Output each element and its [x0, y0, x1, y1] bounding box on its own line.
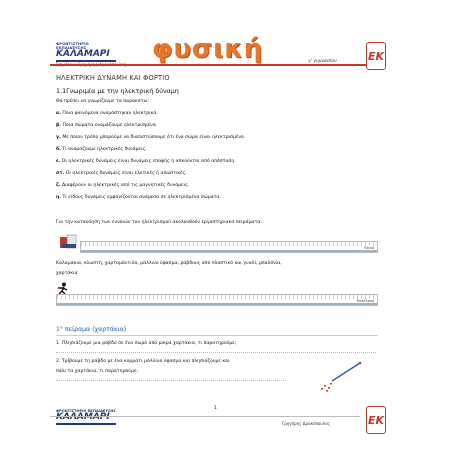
- question-st: [56, 171, 187, 176]
- question-z: [56, 183, 189, 188]
- grade-label: γ' γυμνασίου: [308, 59, 337, 64]
- question-label: γ.: [56, 135, 61, 140]
- question-c: [56, 135, 245, 140]
- question-b: [56, 123, 157, 128]
- school-name: ΚΑΛΑΜΑΡΙ: [56, 412, 110, 422]
- ek-logo-icon: ΕΚ: [366, 406, 386, 434]
- step-1: 1. Πλησιάζουμε μια ράβδο σε ένα σωρό από μικρά χαρτάκια, τι παρατηρούμε;: [56, 341, 237, 346]
- materials-line-1: Καλαμάκια, κλωστή, χαρτομάντιλο, μάλλινο ύφασμα, ράβδους από πλαστικό και γυαλί, μπαλόνια,: [56, 261, 282, 266]
- header-rule: [50, 64, 376, 66]
- document-page: [50, 36, 386, 434]
- question-label: β.: [56, 123, 62, 128]
- school-name: ΚΑΛΑΜΑΡΙ: [56, 49, 110, 59]
- answer-line: [56, 352, 376, 353]
- question-text: Οι ηλεκτρικές δυνάμεις είναι ελκτικές ή απωστικές.: [65, 171, 187, 176]
- school-top-text: ΦΡΟΝΤΙΣΤΗΡΙΟ ΕΚΠΑΙΔΕΥΣΗΣ: [56, 409, 116, 413]
- school-logo-bar: [56, 423, 116, 425]
- experiment-title-rule: [56, 335, 378, 336]
- question-label: στ.: [56, 171, 65, 176]
- school-logo-header: [56, 42, 116, 62]
- question-text: Οι ηλεκτρικές δυνάμεις είναι δυνάμεις επαφής ή ασκούνται από απόσταση.: [61, 159, 236, 164]
- execution-label: Εκτέλεση: [356, 298, 374, 303]
- question-label: ζ.: [56, 183, 61, 188]
- step-2-line-1: 2. Τρίβουμε τη ράβδο με ένα κομμάτι μάλλινο ύφασμα και πλησιάζουμε και: [56, 359, 230, 364]
- execution-ruler: [56, 294, 378, 306]
- chapter-title: ΗΛΕΚΤΡΙΚΗ ΔΥΝΑΜΗ ΚΑΙ ΦΟΡΤΙΟ: [56, 74, 170, 82]
- materials-ruler: [80, 241, 378, 253]
- question-text: Με ποιον τρόπο μπορούμε να διαπιστώσουμε ότι ένα σώμα είναι ηλεκτρισμένο.: [62, 135, 246, 140]
- question-label: ε.: [56, 159, 61, 164]
- materials-line-2: χαρτάκια: [56, 271, 78, 276]
- question-label: α.: [56, 111, 61, 116]
- school-top-text: ΦΡΟΝΤΙΣΤΗΡΙΟ ΕΚΠΑΙΔΕΥΣΗΣ: [56, 42, 89, 50]
- footer-rule: [50, 416, 360, 417]
- subject-title: φυσική: [152, 34, 264, 64]
- question-e: [56, 159, 236, 164]
- answer-line: [56, 380, 286, 381]
- question-text: Ποια φαινόμενα ονομάστηκαν ηλεκτρικά.: [62, 111, 158, 116]
- materials-label: Υλικά: [363, 245, 374, 250]
- question-label: η.: [56, 195, 62, 200]
- intro-text: Θα πρέπει να γνωρίζουμε τα παρακάτω:: [56, 99, 149, 104]
- ruler-band: [57, 303, 377, 306]
- question-text: Τι είδους δυνάμεις εμφανίζονται ανάμεσα σε ηλεκτρισμένα σώματα.: [62, 195, 221, 200]
- question-d: [56, 147, 147, 152]
- question-text: Τι ονομάζουμε ηλεκτρικές δυνάμεις.: [62, 147, 147, 152]
- section-title: 1.1Γνωριμία με την ηλεκτρική δύναμη: [56, 87, 179, 95]
- ek-logo-icon: ΕΚ: [366, 42, 386, 70]
- step-2-line-2: πάλι τα χαρτάκια, τι παρατηρούμε;: [56, 369, 138, 374]
- question-h: [56, 195, 221, 200]
- ruler-band: [81, 250, 377, 253]
- rod-papers-illustration: [316, 361, 362, 393]
- question-text: Διαφέρουν οι ηλεκτρικές από τις μαγνητικές δυνάμεις.: [61, 183, 190, 188]
- experiment-1-title: 1° πείραμα (χαρτάκια): [56, 326, 127, 333]
- question-label: δ.: [56, 147, 61, 152]
- footer-author: Γρηγόρης Δρακόπουλος: [282, 421, 330, 426]
- school-logo-footer: [56, 409, 116, 425]
- question-text: Ποια σώματα ονομάζουμε ηλεκτρισμένα.: [62, 123, 158, 128]
- experiments-intro: Για την κατανόηση των εννοιών του ηλεκτρισμού ακολουθούν εργαστηριακά πειράματα.: [56, 220, 262, 225]
- question-a: [56, 111, 158, 116]
- books-icon: [58, 234, 80, 250]
- page-number: 1: [214, 406, 217, 411]
